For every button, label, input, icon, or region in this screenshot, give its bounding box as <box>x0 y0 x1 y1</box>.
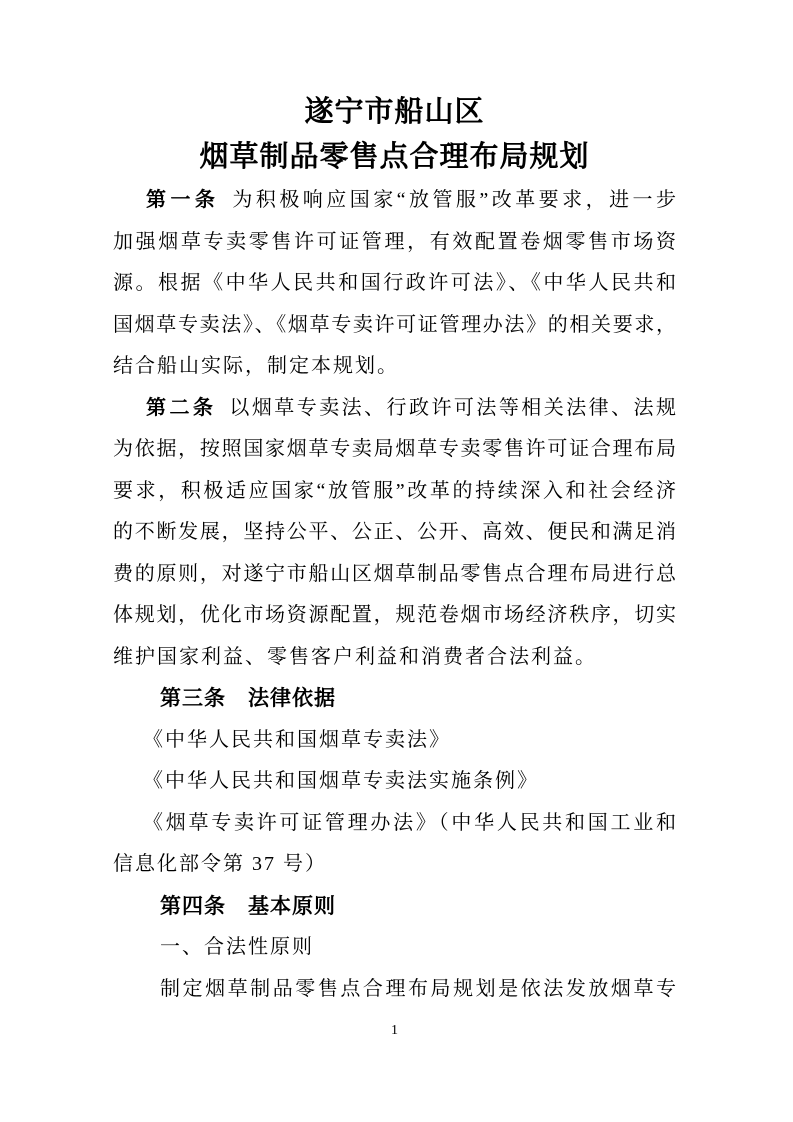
article3-reference-1: 《中华人民共和国烟草专卖法》 <box>143 728 451 751</box>
page-footer <box>113 1016 676 1046</box>
article2-line1 <box>113 388 676 430</box>
article2-line6: 体规划，优化市场资源配置，规范卷烟市场经济秩序，切实 <box>113 604 676 626</box>
article2-line3: 要求，积极适应国家“放管服”改革的持续深入和社会经济 <box>113 479 676 502</box>
article2-line7: 维护国家利益、零售客户利益和消费者合法利益。 <box>113 645 597 668</box>
title-line-1: 遂宁市船山区 <box>304 96 485 128</box>
article1-line5: 结合船山实际，制定本规划。 <box>113 355 399 377</box>
article1-line3: 源。根据《中华人民共和国行政许可法》、《中华人民共和 <box>113 272 676 294</box>
article1-line2: 加强烟草专卖零售许可证管理，有效配置卷烟零售市场资 <box>113 230 676 253</box>
article1-number: 第一条 <box>146 189 220 211</box>
article3-reference-3-line2: 信息化部令第 37 号） <box>113 853 327 875</box>
article3-reference-2: 《中华人民共和国烟草专卖法实施条例》 <box>143 770 539 792</box>
title-line-2: 烟草制品零售点合理布局规划 <box>199 141 590 173</box>
article1-line1-text: 为积极响应国家“放管服”改革要求，进一步 <box>232 189 676 211</box>
article2-line5: 费的原则，对遂宁市船山区烟草制品零售点合理布局进行总 <box>113 562 676 585</box>
document-title <box>113 0 676 180</box>
article1-line4: 国烟草专卖法》、《烟草专卖许可证管理办法》的相关要求， <box>113 313 676 336</box>
article2-line2: 为依据，按照国家烟草专卖局烟草专卖零售许可证合理布局 <box>113 438 676 460</box>
article2-line1-text: 以烟草专卖法、行政许可法等相关法律、法规 <box>229 396 677 419</box>
article3-reference-3-line1: 《烟草专卖许可证管理办法》（中华人民共和国工业和 <box>143 811 676 834</box>
article4-heading: 第四条 基本原则 <box>160 894 336 918</box>
page-number: 1 <box>391 1023 398 1038</box>
article2-line4: 的不断发展，坚持公平、公正、公开、高效、便民和满足消 <box>113 521 676 543</box>
document-body <box>113 180 676 1010</box>
article4-line1: 制定烟草制品零售点合理布局规划是依法发放烟草专 <box>160 977 676 1000</box>
article3-heading: 第三条 法律依据 <box>160 687 336 710</box>
article2-number: 第二条 <box>146 396 217 419</box>
article4-subitem-1: 一、合法性原则 <box>160 936 314 958</box>
article1-line1 <box>113 180 676 222</box>
